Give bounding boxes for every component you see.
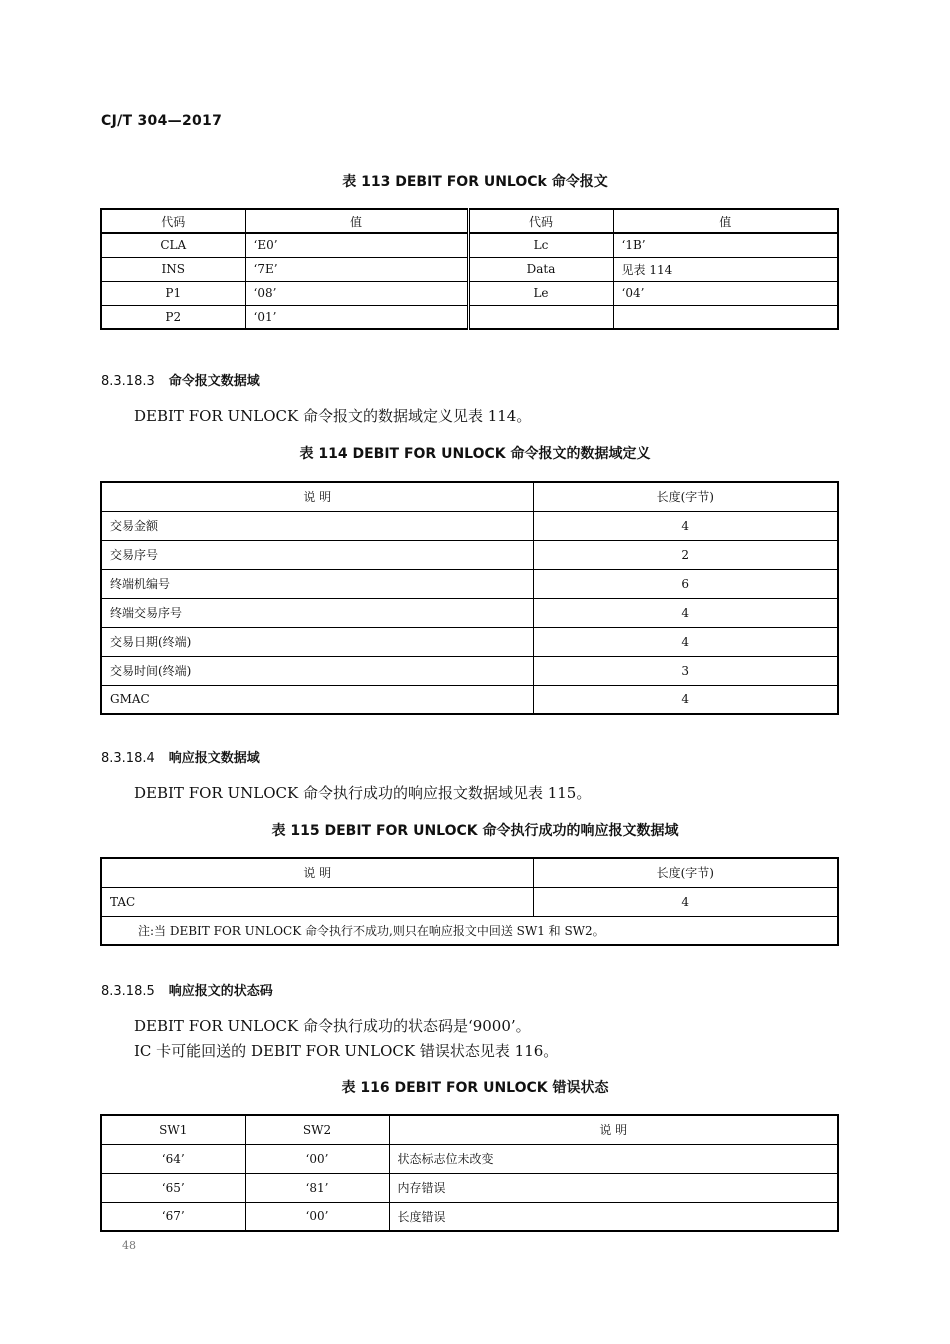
cell: Data (468, 257, 613, 281)
table-row (101, 569, 838, 598)
table-114-caption: 表 114 DEBIT FOR UNLOCK 命令报文的数据域定义 (299, 446, 651, 462)
cell: ‘00’ (245, 1202, 389, 1231)
cell: TAC (101, 887, 533, 916)
cell: 内存错误 (389, 1173, 838, 1202)
cell: ‘64’ (101, 1144, 245, 1173)
header-length: 长度(字节) (533, 482, 838, 511)
cell: 见表 114 (613, 257, 838, 281)
header-value-1: 值 (245, 209, 468, 233)
header-sw2: SW2 (245, 1115, 389, 1144)
cell: ‘04’ (613, 281, 838, 305)
table-116 (100, 1114, 839, 1232)
table-116-caption: 表 116 DEBIT FOR UNLOCK 错误状态 (341, 1080, 609, 1096)
cell: 3 (533, 656, 838, 685)
table-row (101, 511, 838, 540)
section-number: 8.3.18.4 (101, 751, 155, 766)
cell: 6 (533, 569, 838, 598)
cell: 4 (533, 598, 838, 627)
cell (468, 305, 613, 329)
table-row (101, 887, 838, 916)
header-description: 说 明 (389, 1115, 838, 1144)
table-header-row (101, 209, 838, 233)
table-113-caption: 表 113 DEBIT FOR UNLOCk 命令报文 (342, 174, 608, 190)
table-115-caption: 表 115 DEBIT FOR UNLOCK 命令执行成功的响应报文数据域 (271, 823, 679, 839)
table-115 (100, 857, 839, 946)
table-113 (100, 208, 839, 330)
table-row (101, 1144, 838, 1173)
cell: 状态标志位未改变 (389, 1144, 838, 1173)
table-note-row (101, 916, 838, 945)
cell: 交易序号 (101, 540, 533, 569)
cell: 终端交易序号 (101, 598, 533, 627)
header-sw1: SW1 (101, 1115, 245, 1144)
section-heading-8-3-18-3 (101, 370, 260, 389)
header-length: 长度(字节) (533, 858, 838, 887)
document-code-header: CJ/T 304—2017 (101, 113, 223, 129)
paragraph: DEBIT FOR UNLOCK 命令执行成功的状态码是‘9000’。 (134, 1017, 531, 1035)
section-title: 响应报文的状态码 (168, 984, 273, 999)
section-title: 响应报文数据域 (168, 751, 260, 766)
cell: GMAC (101, 685, 533, 714)
paragraph: DEBIT FOR UNLOCK 命令报文的数据域定义见表 114。 (134, 407, 532, 425)
table-header-row (101, 858, 838, 887)
cell: Lc (468, 233, 613, 257)
header-code-2: 代码 (468, 209, 613, 233)
table-row (101, 257, 838, 281)
cell: 终端机编号 (101, 569, 533, 598)
paragraph: IC 卡可能回送的 DEBIT FOR UNLOCK 错误状态见表 116。 (134, 1042, 559, 1060)
table-row (101, 598, 838, 627)
cell: INS (101, 257, 245, 281)
page-number: 48 (122, 1239, 136, 1252)
cell: 交易日期(终端) (101, 627, 533, 656)
header-code-1: 代码 (101, 209, 245, 233)
cell: CLA (101, 233, 245, 257)
cell: 交易时间(终端) (101, 656, 533, 685)
cell: ‘08’ (245, 281, 468, 305)
cell: 4 (533, 685, 838, 714)
section-heading-8-3-18-4 (101, 747, 260, 766)
section-heading-8-3-18-5 (101, 980, 273, 999)
table-row (101, 305, 838, 329)
table-row (101, 656, 838, 685)
cell: ‘81’ (245, 1173, 389, 1202)
cell: P1 (101, 281, 245, 305)
table-header-row (101, 1115, 838, 1144)
header-description: 说 明 (101, 858, 533, 887)
table-114 (100, 481, 839, 715)
table-header-row (101, 482, 838, 511)
cell: ‘E0’ (245, 233, 468, 257)
table-row (101, 1202, 838, 1231)
section-number: 8.3.18.3 (101, 374, 155, 389)
header-value-2: 值 (613, 209, 838, 233)
paragraph: DEBIT FOR UNLOCK 命令执行成功的响应报文数据域见表 115。 (134, 784, 592, 802)
cell: 交易金额 (101, 511, 533, 540)
cell: ‘00’ (245, 1144, 389, 1173)
cell: ‘7E’ (245, 257, 468, 281)
table-row (101, 1173, 838, 1202)
cell (613, 305, 838, 329)
cell: ‘67’ (101, 1202, 245, 1231)
cell: ‘01’ (245, 305, 468, 329)
cell: 2 (533, 540, 838, 569)
cell: Le (468, 281, 613, 305)
cell: P2 (101, 305, 245, 329)
cell: 长度错误 (389, 1202, 838, 1231)
cell: ‘1B’ (613, 233, 838, 257)
table-row (101, 233, 838, 257)
table-row (101, 281, 838, 305)
section-title: 命令报文数据域 (168, 374, 260, 389)
header-description: 说 明 (101, 482, 533, 511)
cell: 4 (533, 887, 838, 916)
table-row (101, 685, 838, 714)
section-number: 8.3.18.5 (101, 984, 155, 999)
cell: 4 (533, 511, 838, 540)
cell: ‘65’ (101, 1173, 245, 1202)
table-row (101, 627, 838, 656)
table-row (101, 540, 838, 569)
table-note: 注:当 DEBIT FOR UNLOCK 命令执行不成功,则只在响应报文中回送 SW1 和 SW2。 (101, 916, 838, 945)
cell: 4 (533, 627, 838, 656)
